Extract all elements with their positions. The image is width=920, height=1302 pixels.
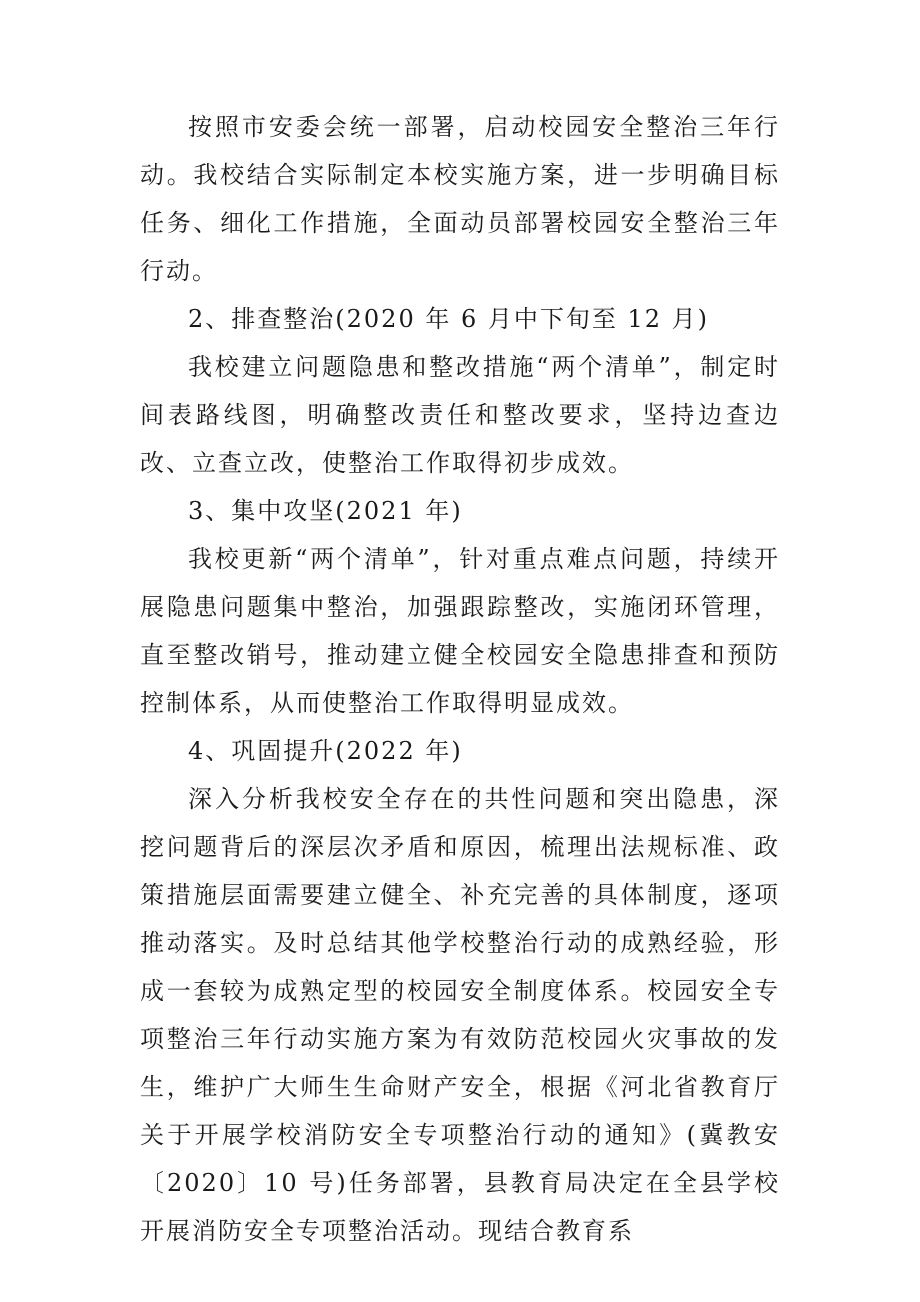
paragraph-section-4: 深入分析我校安全存在的共性问题和突出隐患，深挖问题背后的深层次矛盾和原因，梳理出法规标准、政策措施层面需要建立健全、补充完善的具体制度，逐项推动落实。及时总结其他学校整治行动的成熟经验，形成一套较为成熟定型的校园安全制度体系。校园安全专项整治三年行动实施方案为有效防范校园火灾事故的发生，维护广大师生生命财产安全，根据《河北省教育厅关于开展学校消防安全专项整治行动的通知》(冀教安〔2020〕10 号)任务部署，县教育局决定在全县学校开展消防安全专项整治活动。现结合教育系 bbox=[140, 785, 780, 1245]
section-heading-4: 4、巩固提升(2022 年) bbox=[188, 737, 463, 765]
section-heading-2: 2、排查整治(2020 年 6 月中下旬至 12 月) bbox=[188, 305, 710, 333]
section-heading-3: 3、集中攻坚(2021 年) bbox=[188, 497, 463, 525]
paragraph-intro: 按照市安委会统一部署，启动校园安全整治三年行动。我校结合实际制定本校实施方案，进一步明确目标任务、细化工作措施，全面动员部署校园安全整治三年行动。 bbox=[140, 113, 780, 285]
paragraph-section-3: 我校更新“两个清单”，针对重点难点问题，持续开展隐患问题集中整治，加强跟踪整改，实施闭环管理，直至整改销号，推动建立健全校园安全隐患排查和预防控制体系，从而使整治工作取得明显成效。 bbox=[140, 545, 780, 717]
paragraph-section-2: 我校建立问题隐患和整改措施“两个清单”，制定时间表路线图，明确整改责任和整改要求，坚持边查边改、立查立改，使整治工作取得初步成效。 bbox=[140, 353, 780, 477]
document-body bbox=[140, 103, 780, 1255]
